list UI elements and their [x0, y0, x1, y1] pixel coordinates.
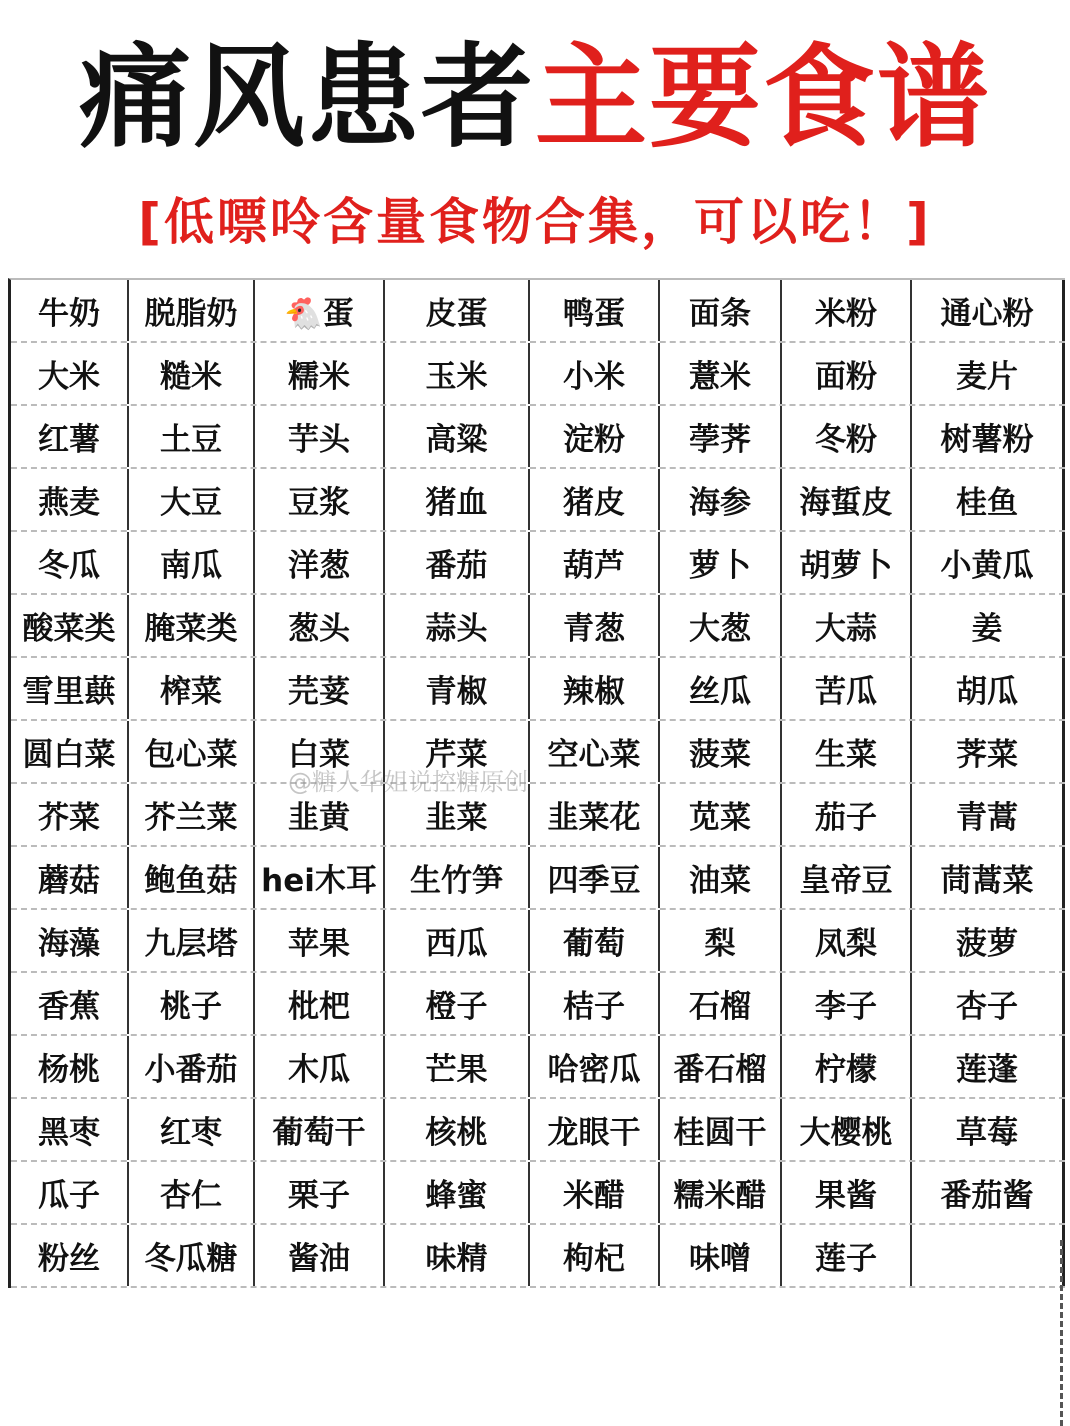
- food-cell: 米醋: [530, 1162, 660, 1223]
- food-cell: 龙眼干: [530, 1099, 660, 1160]
- food-cell: 梨: [660, 910, 782, 971]
- food-cell: 丝瓜: [660, 658, 782, 719]
- food-cell: 猪血: [385, 469, 530, 530]
- food-cell: 大葱: [660, 595, 782, 656]
- grid-row: [11, 343, 1065, 406]
- food-cell: 树薯粉: [912, 406, 1065, 467]
- food-cell: 茄子: [782, 784, 912, 845]
- food-cell: 菠萝: [912, 910, 1065, 971]
- food-cell: 红薯: [11, 406, 129, 467]
- food-cell: 西瓜: [385, 910, 530, 971]
- food-cell: 海藻: [11, 910, 129, 971]
- food-cell: 小米: [530, 343, 660, 404]
- food-cell: 燕麦: [11, 469, 129, 530]
- food-cell: 芹菜: [385, 721, 530, 782]
- food-cell: 果酱: [782, 1162, 912, 1223]
- food-cell: 蜂蜜: [385, 1162, 530, 1223]
- food-cell: 油菜: [660, 847, 782, 908]
- food-cell: 番茄: [385, 532, 530, 593]
- food-cell: 🐔蛋: [255, 280, 385, 341]
- food-cell: 青葱: [530, 595, 660, 656]
- food-cell: 韭菜: [385, 784, 530, 845]
- food-cell: 韭菜花: [530, 784, 660, 845]
- food-cell: 杨桃: [11, 1036, 129, 1097]
- food-cell: 番石榴: [660, 1036, 782, 1097]
- food-cell: 薏米: [660, 343, 782, 404]
- food-cell: 味精: [385, 1225, 530, 1286]
- food-cell: 糙米: [129, 343, 255, 404]
- food-cell: 生竹笋: [385, 847, 530, 908]
- grid-row: [11, 1162, 1065, 1225]
- food-cell: 胡萝卜: [782, 532, 912, 593]
- food-cell: 麦片: [912, 343, 1065, 404]
- grid-row: [11, 721, 1065, 784]
- food-cell: 榨菜: [129, 658, 255, 719]
- food-cell: 海参: [660, 469, 782, 530]
- food-cell: 大蒜: [782, 595, 912, 656]
- food-cell: 冬瓜: [11, 532, 129, 593]
- food-cell: 海蜇皮: [782, 469, 912, 530]
- grid-row: [11, 847, 1065, 910]
- food-cell: 栗子: [255, 1162, 385, 1223]
- food-cell: hei木耳: [255, 847, 385, 908]
- grid-row: [11, 280, 1065, 343]
- food-cell: 白菜: [255, 721, 385, 782]
- food-cell: 洋葱: [255, 532, 385, 593]
- food-cell: 芥兰菜: [129, 784, 255, 845]
- food-cell: 苦瓜: [782, 658, 912, 719]
- food-cell: 桔子: [530, 973, 660, 1034]
- food-cell: 核桃: [385, 1099, 530, 1160]
- grid-row: [11, 1099, 1065, 1162]
- food-cell: 红枣: [129, 1099, 255, 1160]
- food-cell: 腌菜类: [129, 595, 255, 656]
- food-cell: 小黄瓜: [912, 532, 1065, 593]
- food-cell: [912, 1225, 1065, 1286]
- food-cell: 大米: [11, 343, 129, 404]
- food-cell: 杏子: [912, 973, 1065, 1034]
- food-cell: 菠菜: [660, 721, 782, 782]
- food-cell: 木瓜: [255, 1036, 385, 1097]
- food-cell: 橙子: [385, 973, 530, 1034]
- title-red: 主要食谱: [535, 33, 991, 163]
- food-cell: 草莓: [912, 1099, 1065, 1160]
- food-cell: 四季豆: [530, 847, 660, 908]
- food-cell: 皇帝豆: [782, 847, 912, 908]
- grid-row: [11, 973, 1065, 1036]
- food-cell: 葡萄干: [255, 1099, 385, 1160]
- food-cell: 鲍鱼菇: [129, 847, 255, 908]
- food-cell: 雪里蕻: [11, 658, 129, 719]
- food-cell: 李子: [782, 973, 912, 1034]
- food-cell: 淀粉: [530, 406, 660, 467]
- food-cell: 辣椒: [530, 658, 660, 719]
- food-cell: 冬粉: [782, 406, 912, 467]
- food-cell: 高粱: [385, 406, 530, 467]
- grid-row: [11, 784, 1065, 847]
- food-cell: 面粉: [782, 343, 912, 404]
- food-cell: 苹果: [255, 910, 385, 971]
- food-cell: 韭黄: [255, 784, 385, 845]
- food-cell: 黑枣: [11, 1099, 129, 1160]
- food-cell: 柠檬: [782, 1036, 912, 1097]
- food-cell: 空心菜: [530, 721, 660, 782]
- food-cell: 牛奶: [11, 280, 129, 341]
- food-cell: 葡萄: [530, 910, 660, 971]
- food-cell: 九层塔: [129, 910, 255, 971]
- food-cell: 桂鱼: [912, 469, 1065, 530]
- food-cell: 番茄酱: [912, 1162, 1065, 1223]
- food-grid: [8, 278, 1065, 1288]
- grid-row: [11, 910, 1065, 973]
- food-cell: 哈密瓜: [530, 1036, 660, 1097]
- food-cell: 芥菜: [11, 784, 129, 845]
- grid-row: [11, 532, 1065, 595]
- food-cell: 鸭蛋: [530, 280, 660, 341]
- food-cell: 荠菜: [912, 721, 1065, 782]
- food-cell: 芫荽: [255, 658, 385, 719]
- page-edge-divider: [1060, 1240, 1063, 1426]
- food-cell: 脱脂奶: [129, 280, 255, 341]
- food-cell: 茼蒿菜: [912, 847, 1065, 908]
- food-cell: 莲子: [782, 1225, 912, 1286]
- food-cell: 葫芦: [530, 532, 660, 593]
- food-cell: 味噌: [660, 1225, 782, 1286]
- food-cell: 凤梨: [782, 910, 912, 971]
- food-cell: 糯米: [255, 343, 385, 404]
- food-cell: 猪皮: [530, 469, 660, 530]
- food-cell: 苋菜: [660, 784, 782, 845]
- food-cell: 生菜: [782, 721, 912, 782]
- food-cell: 小番茄: [129, 1036, 255, 1097]
- food-cell: 莲蓬: [912, 1036, 1065, 1097]
- food-cell: 胡瓜: [912, 658, 1065, 719]
- grid-row: [11, 406, 1065, 469]
- food-cell: 枇杷: [255, 973, 385, 1034]
- food-cell: 米粉: [782, 280, 912, 341]
- food-cell: 青椒: [385, 658, 530, 719]
- food-cell: 枸杞: [530, 1225, 660, 1286]
- food-cell: 蒜头: [385, 595, 530, 656]
- food-cell: 葱头: [255, 595, 385, 656]
- food-cell: 石榴: [660, 973, 782, 1034]
- food-cell: 杏仁: [129, 1162, 255, 1223]
- food-cell: 玉米: [385, 343, 530, 404]
- food-cell: 萝卜: [660, 532, 782, 593]
- food-cell: 芋头: [255, 406, 385, 467]
- food-cell: 大樱桃: [782, 1099, 912, 1160]
- food-cell: 包心菜: [129, 721, 255, 782]
- page-title: [0, 28, 1070, 168]
- grid-row: [11, 658, 1065, 721]
- food-cell: 粉丝: [11, 1225, 129, 1286]
- food-cell: 面条: [660, 280, 782, 341]
- food-cell: 冬瓜糖: [129, 1225, 255, 1286]
- food-cell: 瓜子: [11, 1162, 129, 1223]
- food-cell: 豆浆: [255, 469, 385, 530]
- food-cell: 姜: [912, 595, 1065, 656]
- grid-row: [11, 1036, 1065, 1099]
- food-cell: 土豆: [129, 406, 255, 467]
- food-cell: 青蒿: [912, 784, 1065, 845]
- food-cell: 芒果: [385, 1036, 530, 1097]
- food-cell: 荸荠: [660, 406, 782, 467]
- grid-row: [11, 1225, 1065, 1288]
- title-black: 痛风患者: [79, 33, 535, 163]
- food-cell: 圆白菜: [11, 721, 129, 782]
- food-cell: 通心粉: [912, 280, 1065, 341]
- food-cell: 皮蛋: [385, 280, 530, 341]
- page-subtitle: [低嘌呤含量食物合集，可以吃！]: [138, 193, 932, 251]
- food-cell: 酱油: [255, 1225, 385, 1286]
- food-cell: 桂圆干: [660, 1099, 782, 1160]
- food-cell: 香蕉: [11, 973, 129, 1034]
- food-cell: 南瓜: [129, 532, 255, 593]
- food-cell: 桃子: [129, 973, 255, 1034]
- food-cell: 糯米醋: [660, 1162, 782, 1223]
- food-cell: 酸菜类: [11, 595, 129, 656]
- food-cell: 蘑菇: [11, 847, 129, 908]
- watermark: @糖人华姐说控糖原创: [288, 768, 528, 796]
- grid-row: [11, 595, 1065, 658]
- food-cell: 大豆: [129, 469, 255, 530]
- grid-row: [11, 469, 1065, 532]
